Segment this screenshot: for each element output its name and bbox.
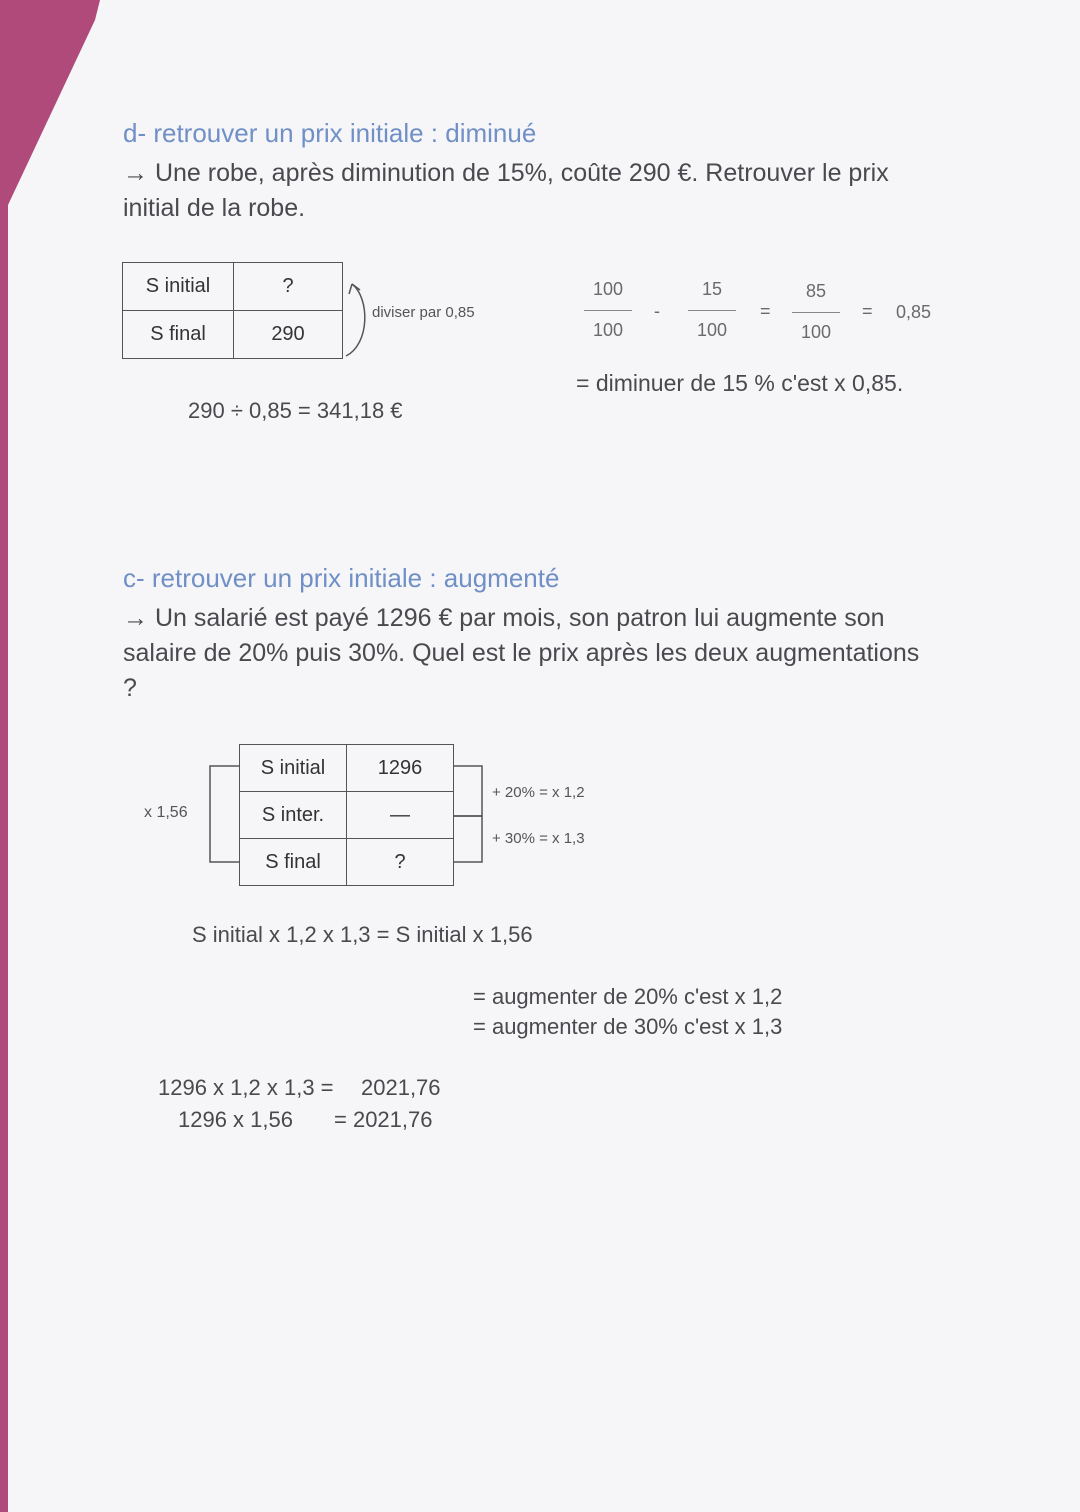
fraction-bar bbox=[792, 312, 840, 313]
table-cell-label: S final bbox=[123, 311, 234, 359]
table-cell-value: — bbox=[347, 792, 454, 839]
fraction-denominator: 100 bbox=[800, 322, 832, 342]
fraction-15-100 bbox=[688, 276, 736, 343]
table-row bbox=[240, 792, 454, 839]
section-d-heading: d- retrouver un prix initiale : diminué bbox=[123, 118, 537, 148]
fraction-numerator: 85 bbox=[805, 281, 827, 301]
section-d-table bbox=[122, 262, 343, 359]
table-cell-value: 290 bbox=[234, 311, 343, 359]
fraction-100-100 bbox=[584, 276, 632, 343]
section-d-problem: → Une robe, après diminution de 15%, coûte 290 €. Retrouver le prix initial de la robe. bbox=[123, 159, 889, 222]
calc-line-2-right: = 2021,76 bbox=[334, 1107, 433, 1132]
table-row bbox=[123, 263, 343, 311]
total-multiplier-label: x 1,56 bbox=[144, 804, 188, 821]
calc-line-1-left: 1296 x 1,2 x 1,3 = bbox=[158, 1075, 334, 1100]
section-c-problem: → Un salarié est payé 1296 € par mois, son patron lui augmente son salaire de 20% puis 30%. Quel est le prix après les deux augmentations ? bbox=[123, 604, 920, 702]
table-cell-label: S final bbox=[240, 839, 347, 886]
table-cell-label: S initial bbox=[240, 745, 347, 792]
fraction-numerator: 100 bbox=[592, 279, 624, 299]
calc-line-1-right: 2021,76 bbox=[361, 1075, 441, 1100]
increase-30-label: + 30% = x 1,3 bbox=[492, 830, 585, 847]
equals-sign: = bbox=[862, 301, 873, 321]
fraction-85-100 bbox=[792, 278, 840, 345]
fraction-numerator: 15 bbox=[701, 279, 723, 299]
table-row bbox=[240, 745, 454, 792]
rule-line-2: = augmenter de 30% c'est x 1,3 bbox=[473, 1014, 783, 1039]
fraction-bar bbox=[584, 310, 632, 311]
table-cell-value: 1296 bbox=[347, 745, 454, 792]
calc-line-2-left: 1296 x 1,56 bbox=[178, 1107, 293, 1132]
section-d-calculation: 290 ÷ 0,85 = 341,18 € bbox=[188, 398, 403, 423]
table-cell-label: S initial bbox=[123, 263, 234, 311]
fraction-bar bbox=[688, 310, 736, 311]
section-c-table bbox=[239, 744, 454, 886]
minus-sign: - bbox=[654, 301, 660, 321]
fraction-denominator: 100 bbox=[592, 320, 624, 340]
table-row bbox=[240, 839, 454, 886]
divide-arrow-icon bbox=[340, 278, 380, 368]
section-d-rule: = diminuer de 15 % c'est x 0,85. bbox=[576, 370, 904, 396]
fraction-denominator: 100 bbox=[696, 320, 728, 340]
table-cell-label: S inter. bbox=[240, 792, 347, 839]
equals-sign: = bbox=[760, 301, 771, 321]
increase-20-label: + 20% = x 1,2 bbox=[492, 784, 585, 801]
fraction-result: 0,85 bbox=[896, 302, 932, 322]
table-row bbox=[123, 311, 343, 359]
divide-label: diviser par 0,85 bbox=[372, 304, 475, 321]
rule-line-1: = augmenter de 20% c'est x 1,2 bbox=[473, 984, 783, 1009]
table-cell-value: ? bbox=[347, 839, 454, 886]
table-cell-value: ? bbox=[234, 263, 343, 311]
section-c-heading: c- retrouver un prix initiale : augmenté bbox=[123, 563, 560, 593]
right-brackets bbox=[452, 760, 488, 870]
section-c-formula: S initial x 1,2 x 1,3 = S initial x 1,56 bbox=[192, 922, 533, 947]
left-bracket bbox=[200, 760, 244, 870]
